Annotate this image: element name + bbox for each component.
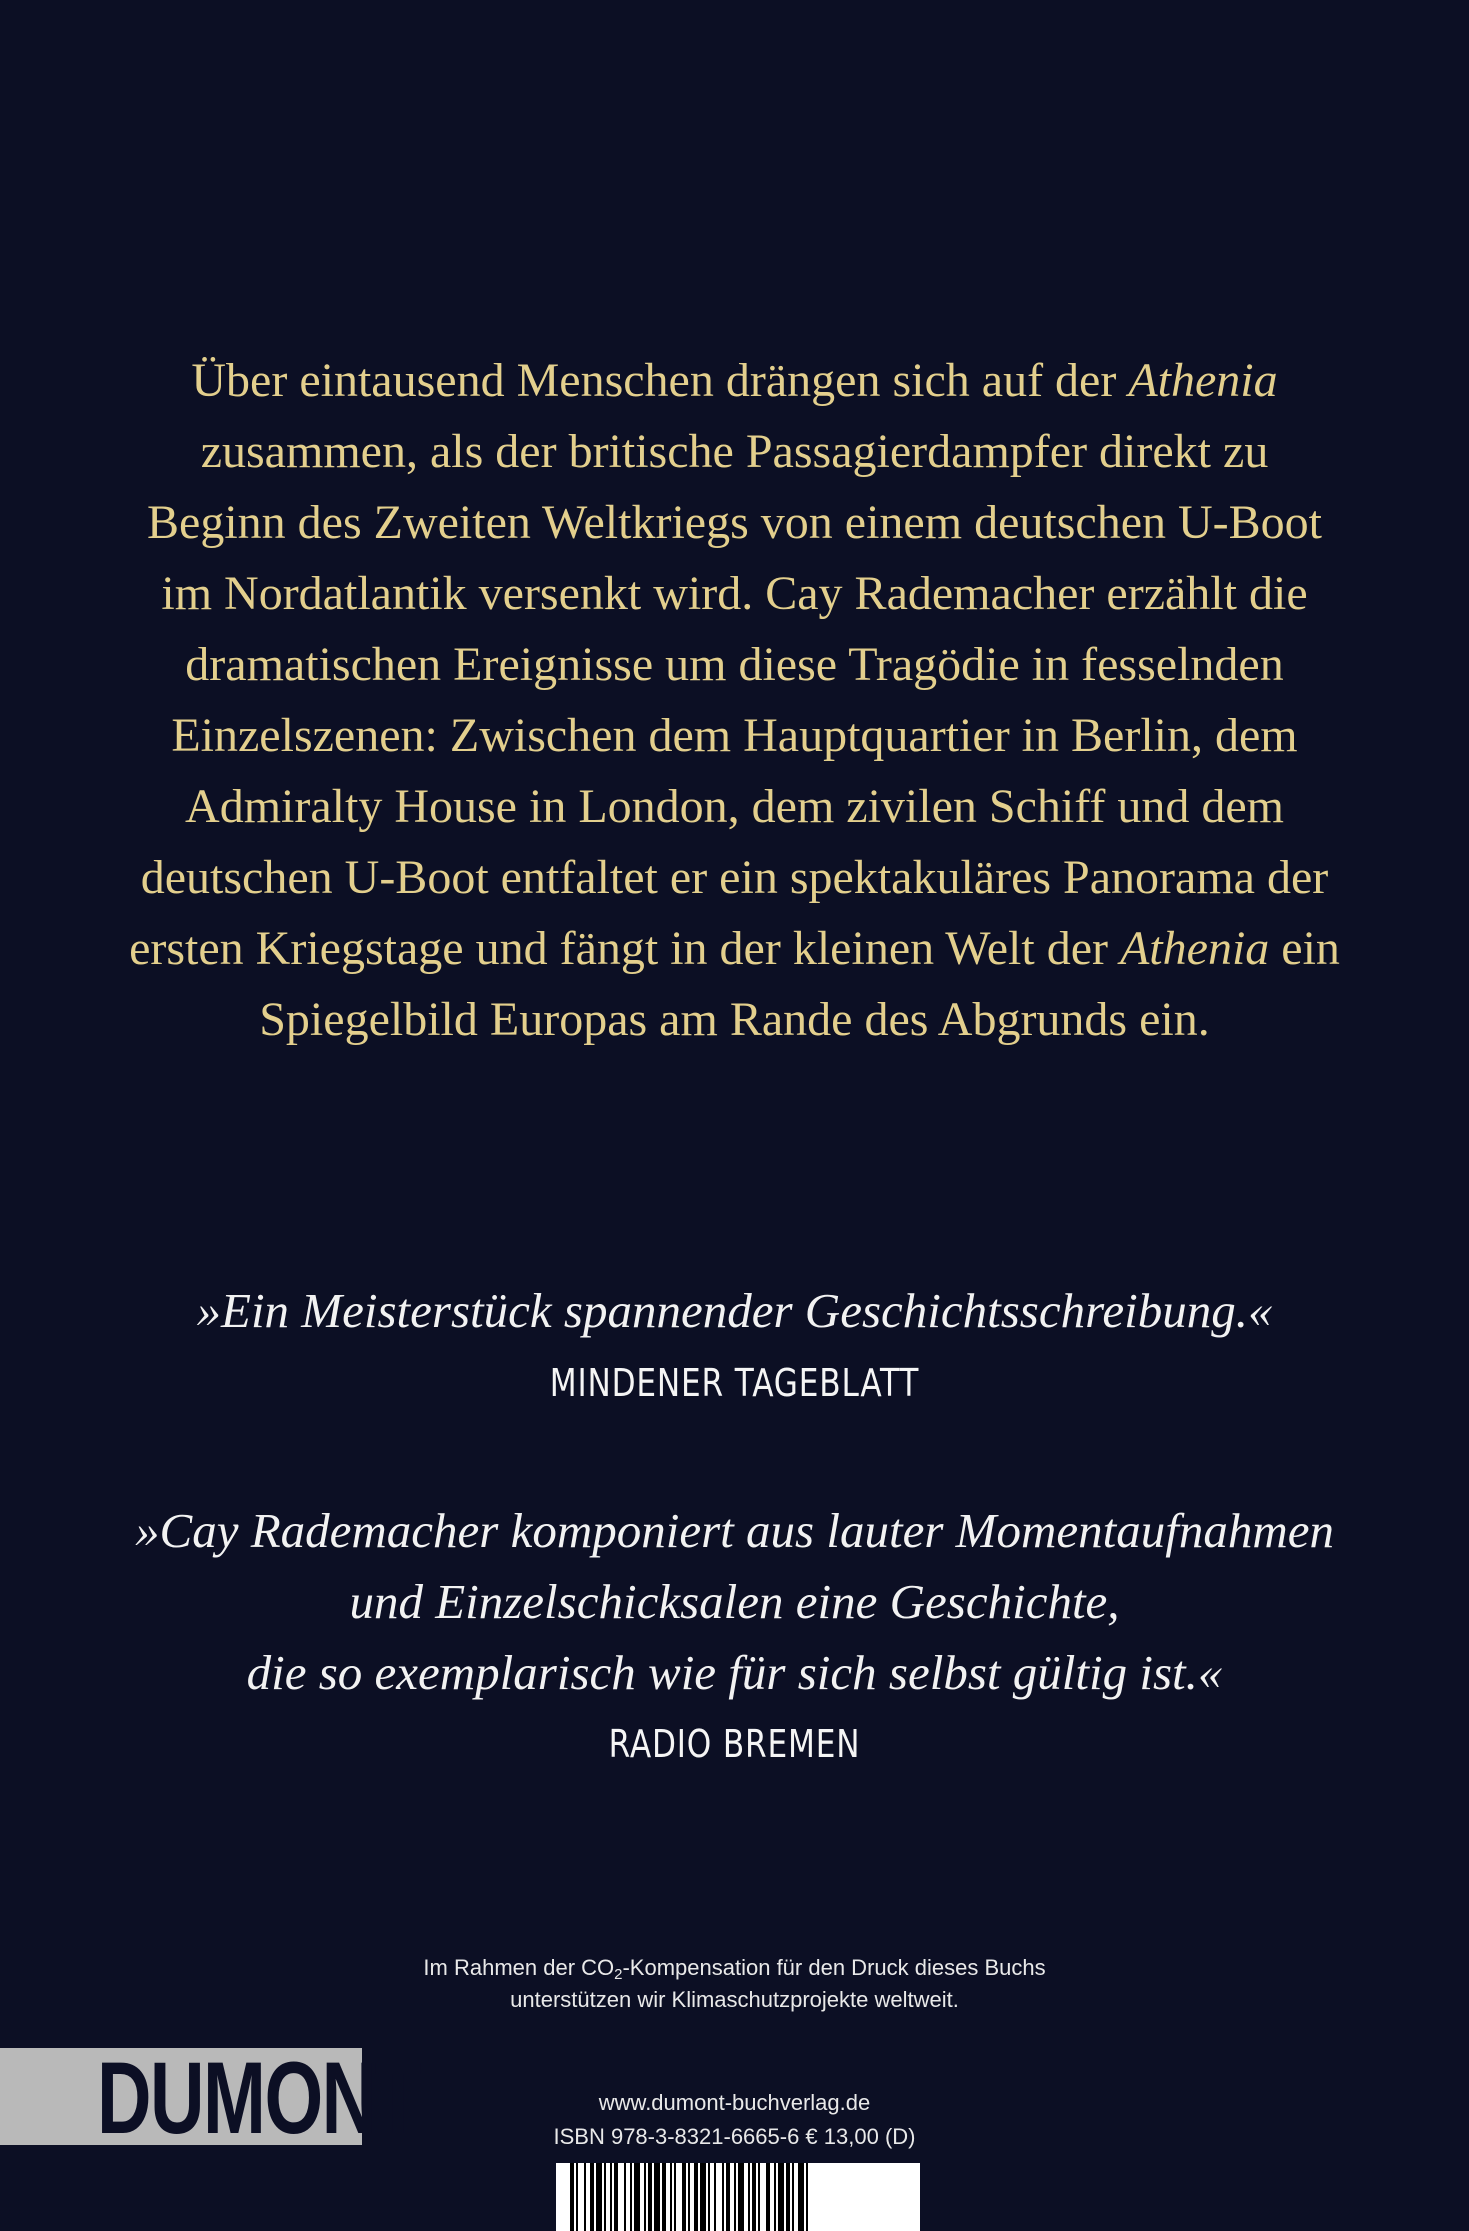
barcode-bar [752, 2163, 756, 2231]
blurb-line: Admiralty House in London, dem zivilen Schiff und dem [185, 780, 1284, 833]
co2-notice-line: unterstützen wir Klimaschutzprojekte weltweit. [510, 1987, 959, 2012]
barcode-bar [766, 2163, 770, 2231]
blurb-text [90, 345, 1379, 1055]
barcode-bar [614, 2163, 618, 2231]
barcode-bar [748, 2163, 750, 2231]
review-quote-1 [60, 1275, 1409, 1346]
publisher-info [0, 2086, 1469, 2154]
barcode-bar [734, 2163, 736, 2231]
barcode-bar [596, 2163, 602, 2231]
co2-notice-line: Im Rahmen der $CO_2$-Kompensation für den Druck dieses Buchs [423, 1955, 1046, 1983]
barcode-bar [806, 2163, 808, 2231]
barcode-bar [624, 2163, 626, 2231]
barcode-bar [798, 2163, 804, 2231]
barcode-bar [694, 2163, 698, 2231]
blurb-line: im Nordatlantik versenkt wird. Cay Rademacher erzählt die [161, 567, 1308, 620]
publisher-logo: DUMONT [97, 2041, 420, 2155]
barcode-bar [714, 2163, 716, 2231]
ship-name-italic: Athenia [1128, 354, 1278, 407]
barcode-bar [738, 2163, 744, 2231]
co2-notice [0, 1952, 1469, 2016]
review-quote-line: »Ein Meisterstück spannender Geschichtsschreibung.« [196, 1283, 1273, 1338]
barcode-bar [722, 2163, 724, 2231]
barcode-bar [576, 2163, 578, 2231]
ship-name-italic: Athenia [1119, 922, 1270, 975]
barcode-bar [634, 2163, 640, 2231]
review-quote-line: die so exemplarisch wie für sich selbst gültig ist.« [246, 1645, 1223, 1700]
review-source-1: MINDENER TAGEBLATT [549, 1361, 920, 1405]
barcode-bar [670, 2163, 672, 2231]
blurb-line: deutschen U-Boot entfaltet er ein spektakuläres Panorama der [140, 851, 1329, 904]
barcode-bar [786, 2163, 790, 2231]
blurb-line: Über eintausend Menschen drängen sich auf der Athenia [191, 354, 1278, 407]
barcode-bar [584, 2163, 586, 2231]
barcode-bar [700, 2163, 706, 2231]
publisher-website: www.dumont-buchverlag.de [598, 2090, 871, 2115]
barcode-bar [590, 2163, 594, 2231]
review-quote-line: und Einzelschicksalen eine Geschichte, [349, 1574, 1120, 1629]
barcode-bar [570, 2163, 574, 2231]
barcode-bar [792, 2163, 794, 2231]
barcode-bar [708, 2163, 710, 2231]
review-quote-line: »Cay Rademacher komponiert aus lauter Momentaufnahmen [135, 1503, 1334, 1558]
barcode-bar [726, 2163, 730, 2231]
barcode-bar [610, 2163, 612, 2231]
barcode-bar [630, 2163, 632, 2231]
blurb-line: Spiegelbild Europas am Rande des Abgrunds ein. [259, 993, 1210, 1046]
barcode-bar [648, 2163, 652, 2231]
barcode-bar [682, 2163, 686, 2231]
barcode-bar [758, 2163, 760, 2231]
barcode-graphic [556, 2163, 920, 2231]
isbn-price: ISBN 978-3-8321-6665-6 € 13,00 (D) [553, 2124, 916, 2149]
barcode-bar [688, 2163, 690, 2231]
barcode-bar [604, 2163, 606, 2231]
barcode [556, 2163, 920, 2231]
blurb-line: ersten Kriegstage und fängt in der kleinen Welt der Athenia ein [129, 922, 1340, 975]
review-quote-2 [60, 1495, 1409, 1708]
review-source-2: RADIO BREMEN [608, 1722, 861, 1766]
blurb-line: zusammen, als der britische Passagierdampfer direkt zu [200, 425, 1269, 478]
barcode-bar [654, 2163, 660, 2231]
barcode-bar [674, 2163, 676, 2231]
blurb-line: Beginn des Zweiten Weltkriegs von einem deutschen U-Boot [147, 496, 1322, 549]
barcode-bar [778, 2163, 784, 2231]
blurb-line: dramatischen Ereignisse um diese Tragödie in fesselnden [185, 638, 1284, 691]
barcode-bar [774, 2163, 776, 2231]
barcode-bar [662, 2163, 666, 2231]
barcode-bar [644, 2163, 646, 2231]
blurb-line: Einzelszenen: Zwischen dem Hauptquartier in Berlin, dem [171, 709, 1298, 762]
